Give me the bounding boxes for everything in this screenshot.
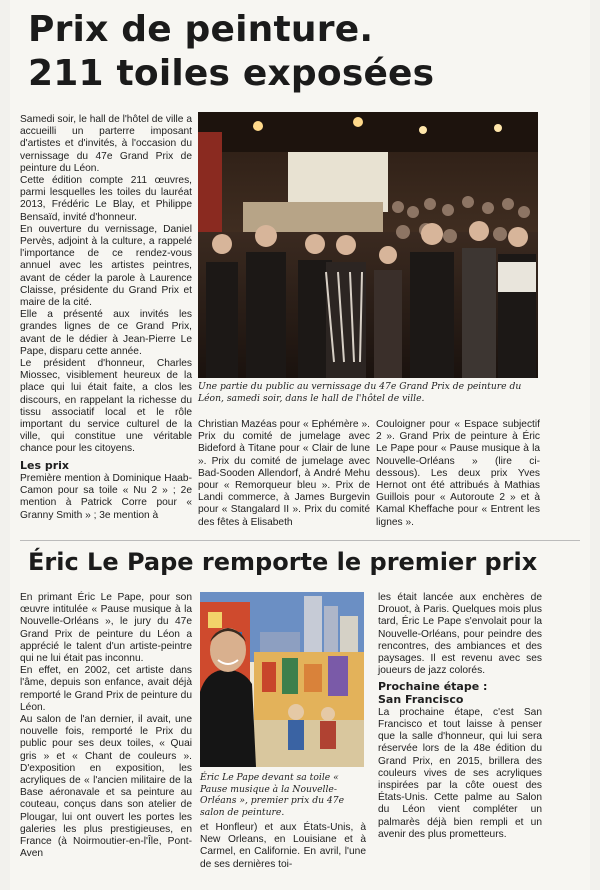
- paragraph: Au salon de l'an dernier, il avait, une nouvelle fois, remporté le Prix du public pour ses deux toiles, « Quai gris » et « Chant de couleurs ». D'exposition en exposition, les acryliques de « l'ancien militaire de la Base aéronavale et sa peinture au couteau, conçus dans son atelier de Plougar, lui ont ouvert les portes les galeries les plus prestigieuses, en France (à Noirmoutier-en-l'Île, Pont-Aven: [20, 714, 192, 860]
- paragraph: En ouverture du vernissage, Daniel Pervès, adjoint à la culture, a rappelé l'importance de ce rendez-vous annuel avec les artistes peintres, avant de céder la parole à Laurence Claisse, présidente du Grand Prix et maire de la cité.: [20, 223, 192, 309]
- artist-photo-caption: Éric Le Pape devant sa toile « Pause musique à la Nouvelle-Orléans », premier prix du 47e salon de peinture.: [200, 772, 345, 818]
- newspaper-page: [10, 0, 590, 890]
- paragraph: Elle a présenté aux invités les grandes lignes de ce Grand Prix, avant de le dédier à Jean-Pierre Le Pape, disparu cette année.: [20, 309, 192, 357]
- paragraph: En primant Éric Le Pape, pour son œuvre intitulée « Pause musique à la Nouvelle-Orléans », le jury du 47e Grand Prix de peinture du Léon a apprécié le talent d'un artiste-peintre qui ne lui était pas inconnu.: [20, 592, 192, 665]
- article2-headline: Éric Le Pape remporte le premier prix: [28, 548, 538, 576]
- article1-column2: [198, 419, 370, 529]
- article2-column3: [378, 592, 542, 841]
- subhead-les-prix: Les prix: [20, 458, 70, 472]
- section-divider: [20, 540, 580, 541]
- paragraph: Christian Mazéas pour « Ephémère ». Prix du comité de jumelage avec Bideford à Titane pour « Clair de lune ». Prix du comité de jumelage avec Bad-Sooden Allendorf, à André Mehu pour « Remorqueur bleu ». Prix de Landi commerce, à James Burgevin pour « Stangalard II ». Prix du comité des fêtes à Elisabeth: [198, 419, 370, 528]
- paragraph: En effet, en 2002, cet artiste dans l'âme, depuis son enfance, avait déjà remporté le Grand Prix de peinture du Léon.: [20, 665, 192, 713]
- paragraph: Première mention à Dominique Haab-Camon pour sa toile « Nu 2 » ; 2e mention à Patrick Corre pour « Granny Smith » ; 3e mention à: [20, 472, 192, 521]
- subhead-sub: San Francisco: [378, 692, 464, 706]
- article1-headline: [28, 8, 588, 96]
- vernissage-crowd-photo: [198, 112, 538, 378]
- artist-photo-illustration: [200, 592, 364, 767]
- paragraph: et Honfleur) et aux États-Unis, à New Orleans, en Louisiane et à Carmel, en Californie. En avril, l'une de ses dernières toi-: [200, 822, 366, 870]
- headline-line2: 211 toiles exposées: [28, 53, 435, 94]
- paragraph: les était lancée aux enchères de Drouot, à Paris. Quelques mois plus tard, Éric Le Pape s'envolait pour la Nouvelle-Orléans, pour peindre des rencontres, des ambiances et des paysages. Il est revenu avec ses joueurs de jazz colorés.: [378, 592, 542, 677]
- article1-column3: [376, 419, 540, 529]
- article2-column1: [20, 592, 192, 860]
- article1-column1: [20, 114, 192, 522]
- paragraph: La prochaine étape, c'est San Francisco et tout laisse à penser que la salle d'honneur, qui lui sera réservée lors de la 48e édition du Grand Prix, en 2015, brillera des couleurs vives de ses acryliques inspirées par la côte ouest des États-Unis. Cette palme au Salon du Léon vient compléter un palmarès déjà bien rempli et un avenir des plus prometteurs.: [378, 706, 542, 840]
- paragraph: Samedi soir, le hall de l'hôtel de ville a accueilli un parterre imposant d'artistes et d'invités, à l'occasion du vernissage du 47e Grand Prix de peinture du Léon.: [20, 114, 192, 174]
- paragraph: Cette édition compte 211 œuvres, parmi lesquelles les toiles du lauréat 2013, Frédéric Le Blay, et Philippe Bensaïd, invité d'honneur.: [20, 175, 192, 223]
- paragraph: Le président d'honneur, Charles Miossec, visiblement heureux de la place qui lui était faite, a clos les discours, en rappelant la richesse du tissu associatif local et le rôle important du service culturel de la ville, qui constitue une véritable chance pour les citoyens.: [20, 358, 192, 455]
- article2-column2: [200, 822, 366, 871]
- subhead-label: Prochaine étape :: [378, 680, 488, 694]
- headline-line1: Prix de peinture.: [28, 9, 374, 50]
- artist-painting-photo: [200, 592, 364, 767]
- paragraph: Couloigner pour « Espace subjectif 2 ». Grand Prix de peinture à Éric Le Pape pour « Pause musique à la Nouvelle-Orléans » (lire ci-dessous). Les deux prix Yves Hernot ont été attribués à Mathias Guillois pour « Autoroute 2 » et à Kamal Kheffache pour « Entrent les lignes ».: [376, 419, 540, 528]
- crowd-photo-caption: Une partie du public au vernissage du 47e Grand Prix de peinture du Léon, samedi soir, dans le hall de l'hôtel de ville.: [198, 381, 522, 404]
- subhead-prochaine-etape: [378, 681, 542, 705]
- crowd-photo-illustration: [198, 112, 538, 378]
